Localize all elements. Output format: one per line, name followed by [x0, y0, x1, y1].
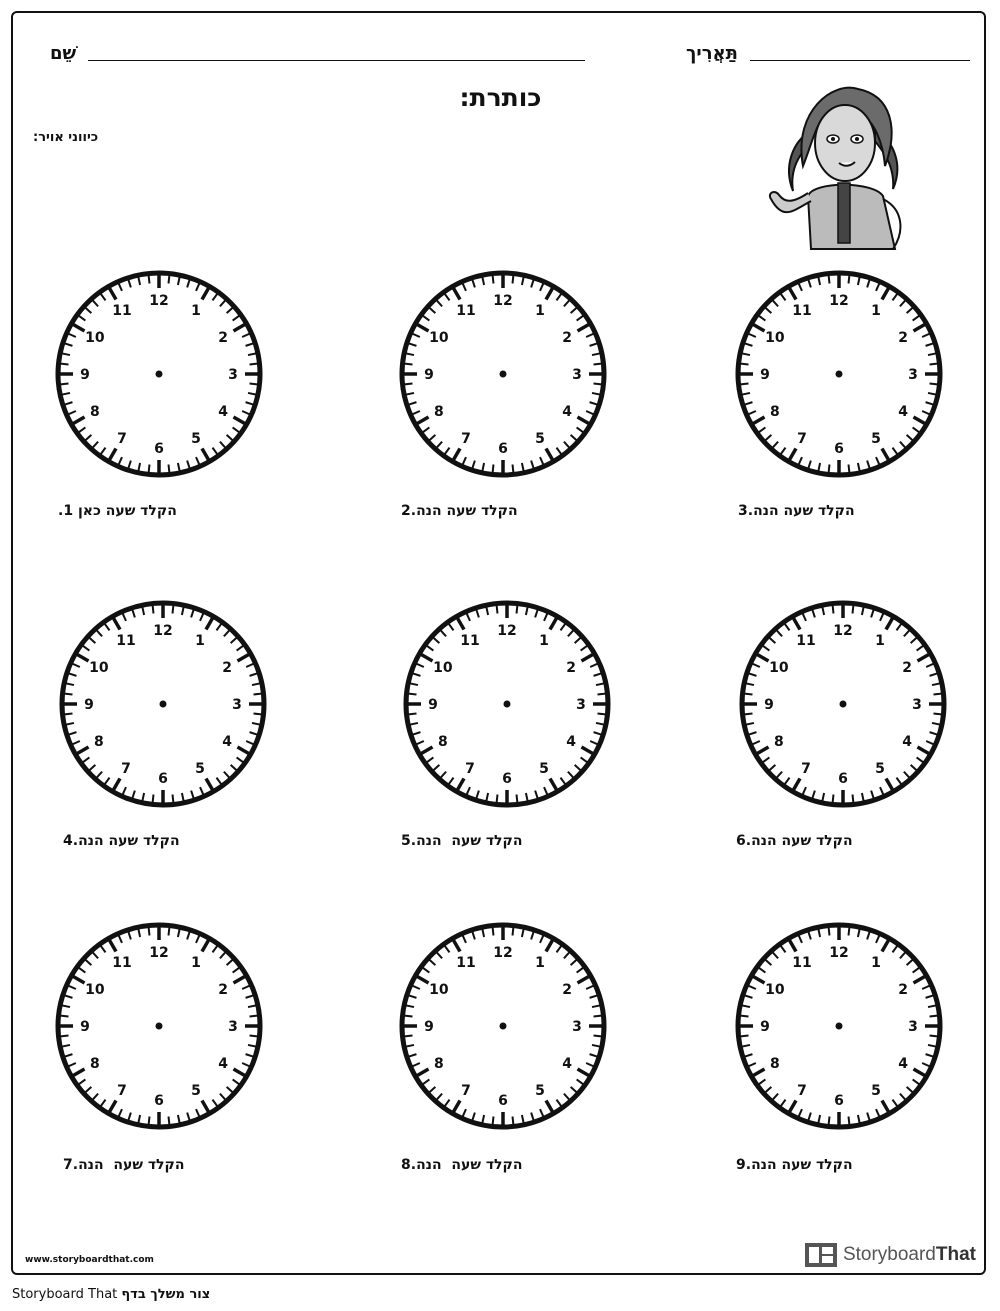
clock-face-3: [733, 268, 945, 480]
clock-number: 7: [797, 1083, 807, 1100]
date-line[interactable]: [750, 60, 970, 61]
clock-number: 7: [461, 431, 471, 448]
clock-number: 3: [572, 1019, 582, 1035]
clock-number: 2: [902, 660, 912, 676]
clock-number: 8: [434, 1056, 444, 1072]
clock-number: 4: [902, 734, 912, 750]
clock-number: 7: [465, 761, 475, 778]
clock-number: 3: [908, 1019, 918, 1035]
worksheet-page: [11, 11, 986, 1275]
clock-number: 9: [80, 367, 90, 383]
clock-number: 2: [898, 982, 908, 998]
credit-hebrew: צור משלך בדף: [121, 1287, 211, 1302]
clock-number: 12: [493, 293, 513, 309]
clock-number: 6: [154, 441, 164, 457]
clock-number: 1: [535, 302, 545, 319]
name-label: שֵׁם: [50, 43, 77, 64]
page-title: כותרת:: [459, 83, 542, 112]
clock-center-dot: [836, 371, 843, 378]
clock-number: 2: [222, 660, 232, 676]
clock-number: 12: [493, 945, 513, 961]
clock-number: 9: [760, 1019, 770, 1035]
clock-number: 6: [834, 441, 844, 457]
clock-number: 4: [562, 404, 572, 420]
clock-number: 10: [429, 330, 449, 346]
clock-number: 2: [562, 330, 572, 346]
clock-face-9: [733, 920, 945, 1132]
clock-face-1: [53, 268, 265, 480]
clock-center-dot: [156, 371, 163, 378]
clock-number: 11: [792, 954, 812, 971]
clock-number: 11: [792, 302, 812, 319]
clock-number: 9: [84, 697, 94, 713]
clock-number: 7: [801, 761, 811, 778]
character-illustration: [763, 71, 913, 256]
clock-face-2: [397, 268, 609, 480]
clock-number: 12: [829, 945, 849, 961]
clock-center-dot: [504, 701, 511, 708]
logo-icon: [805, 1243, 837, 1267]
clock-number: 3: [912, 697, 922, 713]
logo-text-light: Storyboard: [842, 1244, 936, 1265]
clock-number: 11: [112, 954, 132, 971]
clock-number: 9: [80, 1019, 90, 1035]
clock-number: 1: [535, 954, 545, 971]
clock-number: 5: [535, 1083, 545, 1100]
clock-caption-8[interactable]: הקלד שעה הנה.8: [401, 1157, 523, 1173]
clock-number: 5: [195, 761, 205, 778]
clock-face-5: [401, 598, 613, 810]
clock-center-dot: [156, 1023, 163, 1030]
clock-number: 8: [434, 404, 444, 420]
clock-number: 10: [429, 982, 449, 998]
clock-number: 3: [228, 367, 238, 383]
clock-number: 5: [871, 1083, 881, 1100]
clock-number: 9: [764, 697, 774, 713]
clock-number: 5: [875, 761, 885, 778]
clock-number: 1: [539, 632, 549, 649]
clock-face-4: [57, 598, 269, 810]
logo-text-bold: That: [935, 1244, 976, 1265]
clock-number: 7: [797, 431, 807, 448]
clock-number: 9: [424, 367, 434, 383]
clock-number: 1: [871, 954, 881, 971]
clock-number: 10: [433, 660, 453, 676]
clock-number: 6: [154, 1093, 164, 1109]
clock-number: 4: [218, 1056, 228, 1072]
clock-number: 10: [89, 660, 109, 676]
storyboardthat-logo: [805, 1240, 976, 1270]
clock-center-dot: [500, 371, 507, 378]
clock-caption-3[interactable]: הקלד שעה הנה.3: [738, 503, 855, 519]
clock-number: 10: [85, 330, 105, 346]
clock-number: 4: [562, 1056, 572, 1072]
credit-line: [12, 1287, 210, 1302]
clock-number: 4: [566, 734, 576, 750]
clock-number: 11: [456, 302, 476, 319]
clock-number: 8: [438, 734, 448, 750]
clock-number: 3: [572, 367, 582, 383]
clock-number: 10: [765, 330, 785, 346]
name-line[interactable]: [88, 60, 585, 61]
clock-caption-9[interactable]: הקלד שעה הנה.9: [736, 1157, 853, 1173]
clock-number: 9: [424, 1019, 434, 1035]
clock-caption-6[interactable]: הקלד שעה הנה.6: [736, 833, 853, 849]
clock-number: 8: [770, 404, 780, 420]
clock-number: 5: [535, 431, 545, 448]
clock-number: 5: [191, 431, 201, 448]
clock-center-dot: [500, 1023, 507, 1030]
clock-number: 2: [218, 982, 228, 998]
clock-number: 8: [94, 734, 104, 750]
clock-number: 11: [460, 632, 480, 649]
clock-center-dot: [840, 701, 847, 708]
clock-number: 3: [228, 1019, 238, 1035]
clock-number: 6: [834, 1093, 844, 1109]
clock-number: 4: [898, 404, 908, 420]
clock-number: 12: [153, 623, 173, 639]
clock-number: 12: [829, 293, 849, 309]
clock-number: 8: [90, 404, 100, 420]
clock-caption-7[interactable]: הקלד שעה הנה.7: [63, 1157, 185, 1173]
clock-number: 7: [121, 761, 131, 778]
clock-number: 12: [149, 293, 169, 309]
clock-number: 8: [774, 734, 784, 750]
clock-number: 5: [539, 761, 549, 778]
clock-number: 6: [158, 771, 168, 787]
clock-caption-1[interactable]: הקלד שעה כאן 1.: [58, 503, 177, 519]
clock-number: 4: [222, 734, 232, 750]
clock-face-6: [737, 598, 949, 810]
clock-number: 7: [117, 1083, 127, 1100]
clock-number: 6: [498, 441, 508, 457]
clock-number: 3: [576, 697, 586, 713]
clock-number: 10: [765, 982, 785, 998]
clock-face-7: [53, 920, 265, 1132]
clock-number: 2: [566, 660, 576, 676]
clock-number: 5: [191, 1083, 201, 1100]
clock-number: 8: [90, 1056, 100, 1072]
clock-number: 8: [770, 1056, 780, 1072]
clock-number: 12: [149, 945, 169, 961]
clock-number: 1: [191, 302, 201, 319]
clock-number: 4: [218, 404, 228, 420]
clock-number: 11: [116, 632, 136, 649]
clock-number: 9: [428, 697, 438, 713]
clock-number: 5: [871, 431, 881, 448]
clock-number: 11: [456, 954, 476, 971]
clock-number: 1: [871, 302, 881, 319]
clock-number: 10: [85, 982, 105, 998]
clock-center-dot: [836, 1023, 843, 1030]
credit-english: Storyboard That: [12, 1287, 118, 1302]
clock-number: 12: [833, 623, 853, 639]
clock-number: 3: [908, 367, 918, 383]
clock-number: 1: [195, 632, 205, 649]
clock-number: 7: [461, 1083, 471, 1100]
clock-number: 12: [497, 623, 517, 639]
clock-number: 11: [112, 302, 132, 319]
clock-center-dot: [160, 701, 167, 708]
clock-number: 2: [898, 330, 908, 346]
clock-number: 6: [838, 771, 848, 787]
clock-number: 1: [191, 954, 201, 971]
clock-number: 11: [796, 632, 816, 649]
clock-caption-5[interactable]: הקלד שעה הנה.5: [401, 833, 523, 849]
clock-number: 10: [769, 660, 789, 676]
clock-number: 3: [232, 697, 242, 713]
footer-url[interactable]: www.storyboardthat.com: [25, 1255, 154, 1265]
clock-caption-4[interactable]: הקלד שעה הנה.4: [63, 833, 180, 849]
date-label: תַּאֲרִיך: [686, 43, 738, 64]
clock-number: 7: [117, 431, 127, 448]
clock-caption-2[interactable]: הקלד שעה הנה.2: [401, 503, 518, 519]
clock-number: 1: [875, 632, 885, 649]
clock-face-8: [397, 920, 609, 1132]
clock-number: 2: [218, 330, 228, 346]
clock-number: 6: [502, 771, 512, 787]
directions-label: כיווני אויר:: [33, 130, 99, 145]
clock-number: 9: [760, 367, 770, 383]
clock-number: 6: [498, 1093, 508, 1109]
clock-number: 2: [562, 982, 572, 998]
clock-number: 4: [898, 1056, 908, 1072]
